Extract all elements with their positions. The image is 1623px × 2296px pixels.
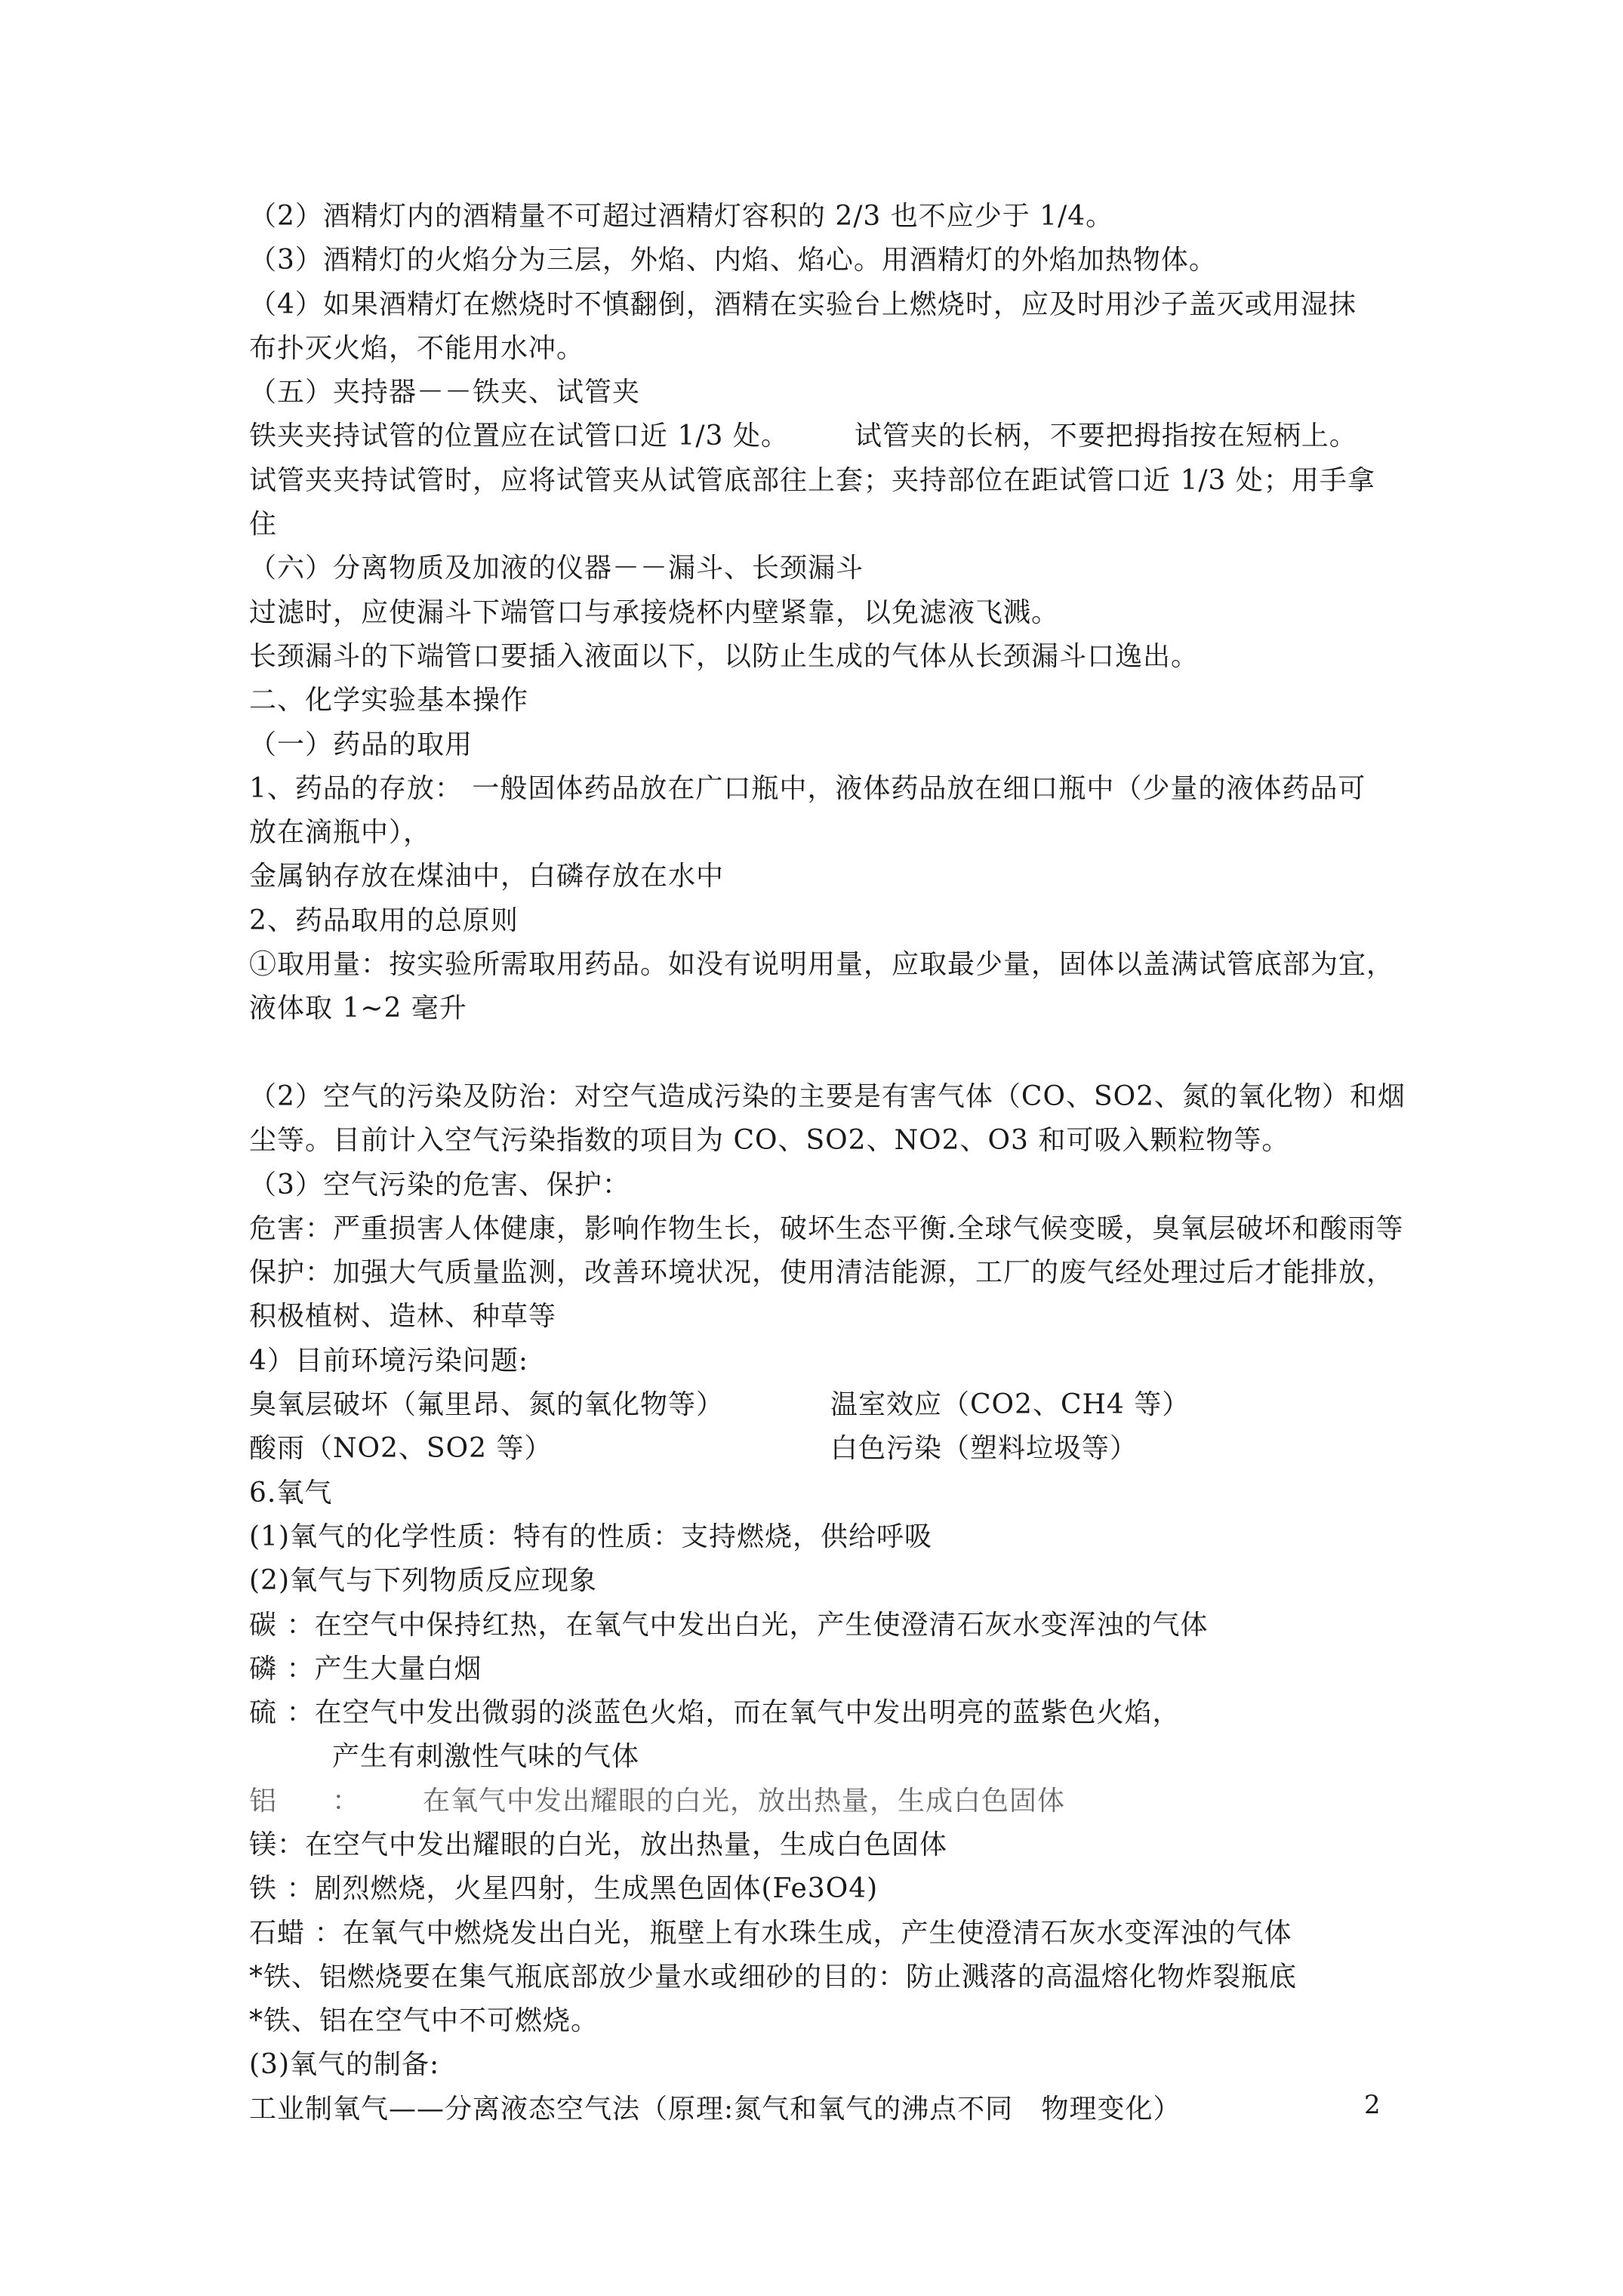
aluminium-name: 铝 xyxy=(249,1785,278,1817)
text-line: （3）酒精灯的火焰分为三层，外焰、内焰、焰心。用酒精灯的外焰加热物体。 xyxy=(249,245,1217,276)
text-line: 试管夹夹持试管时，应将试管夹从试管底部往上套；夹持部位在距试管口近 1/3 处；用手拿 xyxy=(249,464,1375,496)
aluminium-colon: ： xyxy=(332,1785,361,1817)
pollution-row xyxy=(249,1383,1397,1427)
pollution-row xyxy=(249,1427,1397,1471)
section-air-pollution xyxy=(249,1075,1406,1383)
text-line: 2、药品取用的总原则 xyxy=(249,905,519,936)
aluminium-text: 在氧气中发出耀眼的白光，放出热量，生成白色固体 xyxy=(423,1785,1066,1817)
section-oxygen-cont xyxy=(249,1823,1397,2131)
text-line: 保护：加强大气质量监测，改善环境状况，使用清洁能源，工厂的废气经处理过后才能排放， xyxy=(249,1257,1395,1289)
pollution-item: 温室效应（CO2、CH4 等） xyxy=(830,1389,1190,1421)
text-line: 铁 ：剧烈燃烧，火星四射，生成黑色固体(Fe3O4) xyxy=(249,1873,879,1905)
text-line: 石蜡 ：在氧气中燃烧发出白光，瓶壁上有水珠生成，产生使澄清石灰水变浑浊的气体 xyxy=(249,1917,1292,1949)
text-line: 尘等。目前计入空气污染指数的项目为 CO、SO2、NO2、O3 和可吸入颗粒物等。 xyxy=(249,1125,1290,1157)
text-line: 6.氧气 xyxy=(249,1477,333,1509)
text-line: 金属钠存放在煤油中，白磷存放在水中 xyxy=(249,861,725,892)
section-apparatus xyxy=(249,195,1397,1031)
text-line: 住 xyxy=(249,509,278,541)
text-line: ①取用量：按实验所需取用药品。如没有说明用量，应取最少量，固体以盖满试管底部为宜， xyxy=(249,949,1395,981)
text-line: 工业制氧气——分离液态空气法（原理:氮气和氧气的沸点不同 物理变化） xyxy=(249,2093,1181,2125)
text-line: （4）如果酒精灯在燃烧时不慎翻倒，酒精在实验台上燃烧时，应及时用沙子盖灭或用湿抹 xyxy=(249,288,1357,320)
text-line: 放在滴瓶中）， xyxy=(249,817,432,849)
text-line: 危害：严重损害人体健康，影响作物生长，破坏生态平衡.全球气候变暖，臭氧层破坏和酸雨等 xyxy=(249,1213,1404,1244)
text-line: 硫 ：在空气中发出微弱的淡蓝色火焰，而在氧气中发出明亮的蓝紫色火焰， xyxy=(249,1697,1181,1729)
text-line: 液体取 1~2 毫升 xyxy=(249,993,467,1025)
pollution-item: 酸雨（NO2、SO2 等） xyxy=(249,1433,553,1465)
aluminium-line xyxy=(249,1780,1397,1823)
text-line: （2）空气的污染及防治：对空气造成污染的主要是有害气体（CO、SO2、氮的氧化物）和烟 xyxy=(249,1080,1406,1112)
text-line: 积极植树、造林、种草等 xyxy=(249,1301,557,1333)
text-line: （一）药品的取用 xyxy=(249,729,473,760)
text-line: 长颈漏斗的下端管口要插入液面以下，以防止生成的气体从长颈漏斗口逸出。 xyxy=(249,640,1200,672)
text-line: (1)氧气的化学性质：特有的性质：支持燃烧，供给呼吸 xyxy=(249,1521,932,1552)
text-line: 镁：在空气中发出耀眼的白光，放出热量，生成白色固体 xyxy=(249,1829,948,1860)
text-line: 碳 ：在空气中保持红热，在氧气中发出白光，产生使澄清石灰水变浑浊的气体 xyxy=(249,1609,1209,1641)
text-line: 4）目前环境污染问题: xyxy=(249,1345,529,1376)
text-line: （3）空气污染的危害、保护： xyxy=(249,1169,630,1200)
text-line: 磷 ：产生大量白烟 xyxy=(249,1653,482,1684)
pollution-item: 臭氧层破坏（氟里昂、氮的氧化物等） xyxy=(249,1389,725,1421)
text-line: (3)氧气的制备: xyxy=(249,2049,440,2081)
text-line: （2）酒精灯内的酒精量不可超过酒精灯容积的 2/3 也不应少于 1/4。 xyxy=(249,201,1114,232)
pollution-item: 白色污染（塑料垃圾等） xyxy=(830,1433,1138,1465)
paragraph-gap xyxy=(249,1031,1397,1075)
text-line: （五）夹持器－－铁夹、试管夹 xyxy=(249,377,641,408)
text-line: 过滤时，应使漏斗下端管口与承接烧杯内壁紧靠，以免滤液飞溅。 xyxy=(249,596,1060,628)
sulfur-continuation-line: 产生有刺激性气味的气体 xyxy=(332,1741,640,1773)
text-line: 1、药品的存放： 一般固体药品放在广口瓶中，液体药品放在细口瓶中（少量的液体药品可 xyxy=(249,772,1366,804)
document-body xyxy=(249,195,1406,2131)
text-line: (2)氧气与下列物质反应现象 xyxy=(249,1565,597,1597)
text-line: 布扑灭火焰，不能用水冲。 xyxy=(249,332,585,364)
text-line: （六）分离物质及加液的仪器－－漏斗、长颈漏斗 xyxy=(249,553,864,584)
page-number: 2 xyxy=(1364,2090,1381,2120)
text-line: 二、化学实验基本操作 xyxy=(249,685,529,717)
text-line: *铁、铝燃烧要在集气瓶底部放少量水或细砂的目的：防止溅落的高温熔化物炸裂瓶底 xyxy=(249,1961,1298,1992)
text-line: 铁夹夹持试管的位置应在试管口近 1/3 处。 试管夹的长柄，不要把拇指按在短柄上。 xyxy=(249,421,1357,452)
pollution-problems-table xyxy=(249,1383,1397,1472)
section-oxygen xyxy=(249,1472,1397,1736)
text-line: *铁、铝在空气中不可燃烧。 xyxy=(249,2005,599,2037)
